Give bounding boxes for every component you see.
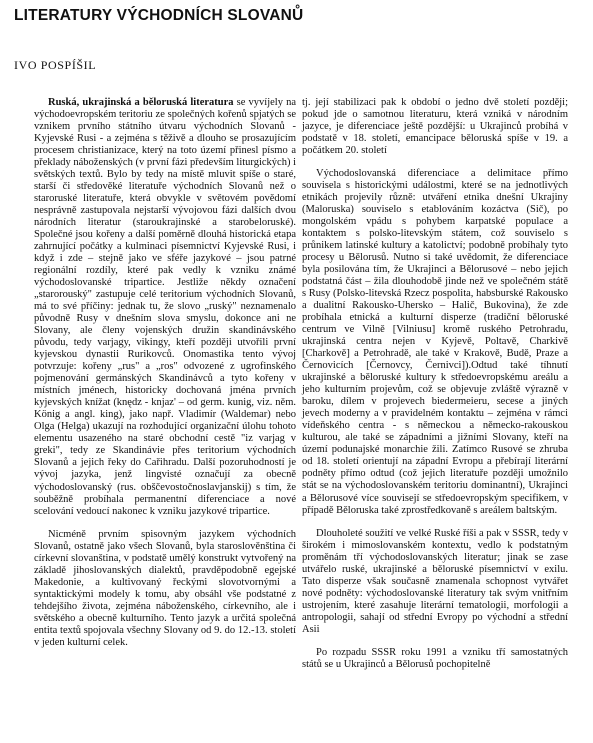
author-name: IVO POSPÍŠIL — [14, 58, 97, 72]
paragraph-coexistence: Dlouholeté soužití ve velké Ruské říši a pak v SSSR, tedy v širokém i mimoslovanském kontextu, vedlo k podstatným proměnám tří východoslovanských literatur; jinak se zase utvářelo ruské, ukrajinské a běloruské písemnictví v exilu. Tato disperze však současně znamenala schopnost vytvářet nové podněty: východoslovanské literatury tak svým vnitřním ustrojením, které zasahuje literární tematologii, morfologii a antropologii, sahají od střední Evropy po východní a střední Asii — [302, 527, 568, 635]
paragraph-continued: tj. její stabilizaci pak k období o jedno dvě století později; pokud jde o samotnou literaturu, která vzniká v národním jazyce, je diferenciace ještě pozdější: u Ukrajinců probíhá v podstatě v 18. století, emancipace běloruská spíše v 19. a počátkem 20. století — [302, 97, 568, 157]
paragraph-text: se vyvíjely na východoevropském teritoriu ze společných kořenů spjatých se vznikem prvního státního útvaru východních Slovanů - Kyjevské Rusi - a zejména s těživě a dlouho se prosazujícím procesem christianizace, který na toto území přinesl písmo a překlady náboženských (v první fázi především liturgických) i světských textů. Bylo by tedy na místě mluvit spíše o staré, starší či středověké literatuře východních Slovanů než o staroruské literatuře, která obvykle v světovém povědomí nesprávně zastupovala nejstarší vývojovou fázi dalších dvou národních literatur (staroukrajinské a starobeloruské). Společné jsou kořeny a další poměrně dlouhá historická etapa zahrnující počátky a kulminaci písemnictví Kyjevské Rusi, i když i zde – stejně jako ve sféře jazykové – jsou patrné regionální rozdíly, které pak vedly k vzniku známé východoslovanské tripartice. Jestliže někdy označení „starorouský" zastupuje celé teritorium východních Slovanů, má to své příčiny: jednak tu, že slovo „ruský" neznamenalo původně Rusy v dnešním slova smyslu, dokonce ani ne Slovany, ale členy vojenských družin skandinávského původu, tedy varjagy, vikingy, kteří později utvořili první kyjevskou dynastii Rurikovců. Onomastika tento vývoj potvrzuje: kořeny „rus" a „ros" odvozené z ugrofinského pojmenování germánských Skandinávců a tyto kořeny v místních jménech, historicky dochovaná jména prvních kyjevských knížat (knędz - knjaz' – od germ. kunig, viz. něm. König a angl. king), jako např. Vladimír (Waldemar) nebo Olga (Helga) ukazují na rozhodující organizační úlohu tohoto elementu usazeného na staré obchodní cestě "iz varjag v greki", tedy ze Skandinávie přes teritorium východních Slovanů a jejich řeky do Cařihradu. Další pozoruhodností je vývoj jazyka, jenž lingvisté označují za obecně východoslovanský (rus. obščevostočnoslavjanskij) s tím, že souběžně probíhala permanentní diferenciace a nové scelování vedoucí nakonec k vzniku jazykové tripartice. — [34, 97, 297, 517]
page-title: LITERATURY VÝCHODNÍCH SLOVANŮ — [14, 7, 304, 24]
left-column — [34, 97, 296, 649]
paragraph-language: Nicméně prvním spisovným jazykem východních Slovanů, ostatně jako všech Slovanů, byla staroslověnština či církevní slovanština, v podstatě umělý konstrukt vytvořený na základě jihoslovanských dialektů, pravděpodobně egejské Makedonie, a kultivovaný řeckými slovotvornými a syntaktickými modely k tomu, aby obsáhl vše podstatné z tehdejšího života, zejména náboženského, církevního, ale i světského a obecně kulturního. Tento jazyk a určitá společná entita textů spojovala všechny Slovany od 9. do 12.-13. století v jeden kulturní celek. — [34, 528, 296, 648]
paragraph-intro — [34, 97, 296, 518]
paragraph-differentiation: Východoslovanská diferenciace a delimitace přímo souvisela s historickými událostmi, které se na jednotlivých etnikách projevily různě: utváření etnika dnešní Ukrajiny (Maloruska) souviselo s etablováním kozáctva (Sič), po mongolském vpádu s pohybem karpatské populace a kontaktem s polsko-litevským státem, což souviselo s průnikem latinské kultury a katolictví; podobně probíhaly tyto procesy u Bělorusů. Nutno si také uvědomit, že diferenciace byla posilována tím, že Ukrajinci a Bělorusové – nebo jejich podstatná část – žila dlouhodobě jinde než ve společném státě s Rusy (Polsko-litevská Rzecz pospolita, habsburské Rakousko a dualitní Rakousko-Uhersko – Halič, Bukovina), že zde probíhala etnická a kulturní disperze (tradiční běloruské centrum ve Vilně [Vilniusu] kromě ruského Petrohradu, ukrajinská centra nejen v Kyjevě, Poltavě, Charkivě [Charkově] a Petrohradě, ale také v Krakově, Budě, Praze a Černovicích [Černovcy, Černivci]).Odtud také tíhnutí ukrajinské a běloruské kultury k středoevropskému areálu a jeho kulturním projevům, což se objevuje zvláště výrazně v baroku, dílem v projevech biedermeieru, secese a jiných jevech moderny a v pravidelném kontaktu – zejména v rámci vídeňského centra - s německou a německo-rakouskou kulturou, ale také se západními a jižními Slovany, kteří na území podunajské monarchie žili. Zatímco Rusové se zhruba od 18. století orientují na západní Evropu a přebírají literární podněty přímo odtud (což jejich literatuře později umožnilo stát se na východoslovanském teritoriu dominantní), Ukrajinci a Bělorusové více souvisejí se středoevropským specifikem, v případě Běloruska také zprostředkovaně s areálem baltským. — [302, 168, 568, 516]
paragraph-lead: Ruská, ukrajinská a běloruská literatura — [48, 97, 234, 108]
right-column — [302, 97, 568, 671]
paragraph-ussr: Po rozpadu SSSR roku 1991 a vzniku tří samostatných států se u Ukrajinců a Bělorusů pochopitelně — [302, 646, 568, 670]
